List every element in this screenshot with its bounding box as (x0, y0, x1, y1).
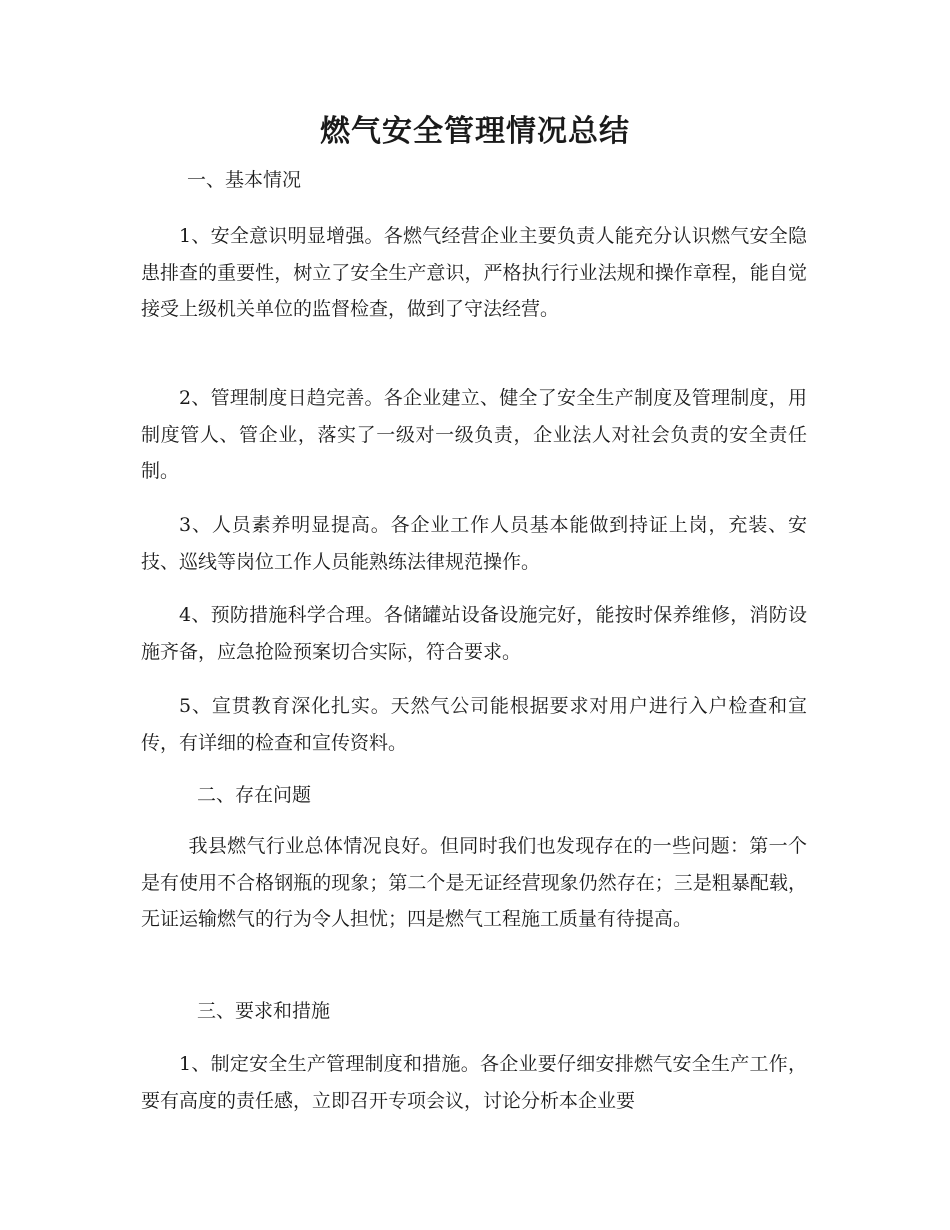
section-heading-requirements: 三、要求和措施 (197, 1000, 331, 1022)
paragraph-preventive-measures: 4、预防措施科学合理。各储罐站设备设施完好，能按时保养维修，消防设施齐备，应急抢险预案切合实际，符合要求。 (141, 604, 807, 663)
document-title: 燃气安全管理情况总结 (320, 114, 630, 149)
paragraph-safety-awareness: 1、安全意识明显增强。各燃气经营企业主要负责人能充分认识燃气安全隐患排查的重要性，树立了安全生产意识，严格执行行业法规和操作章程，能自觉接受上级机关单位的监督检查，做到了守法经营。 (141, 225, 807, 320)
section-heading-basic-situation: 一、基本情况 (187, 169, 302, 191)
paragraph-education: 5、宣贯教育深化扎实。天然气公司能根据要求对用户进行入户检查和宣传，有详细的检查和宣传资料。 (141, 695, 807, 754)
paragraph-staff-quality: 3、人员素养明显提高。各企业工作人员基本能做到持证上岗，充装、安技、巡线等岗位工作人员能熟练法律规范操作。 (141, 514, 807, 573)
section-heading-existing-problems: 二、存在问题 (197, 784, 312, 806)
paragraph-problems: 我县燃气行业总体情况良好。但同时我们也发现存在的一些问题：第一个是有使用不合格钢瓶的现象；第二个是无证经营现象仍然存在；三是粗暴配载，无证运输燃气的行为令人担忧；四是燃气工程施工质量有待提高。 (141, 835, 807, 930)
paragraph-management-system: 2、管理制度日趋完善。各企业建立、健全了安全生产制度及管理制度，用制度管人、管企业，落实了一级对一级负责，企业法人对社会负责的安全责任制。 (141, 387, 807, 482)
paragraph-requirements: 1、制定安全生产管理制度和措施。各企业要仔细安排燃气安全生产工作，要有高度的责任感，立即召开专项会议，讨论分析本企业要 (141, 1053, 807, 1112)
